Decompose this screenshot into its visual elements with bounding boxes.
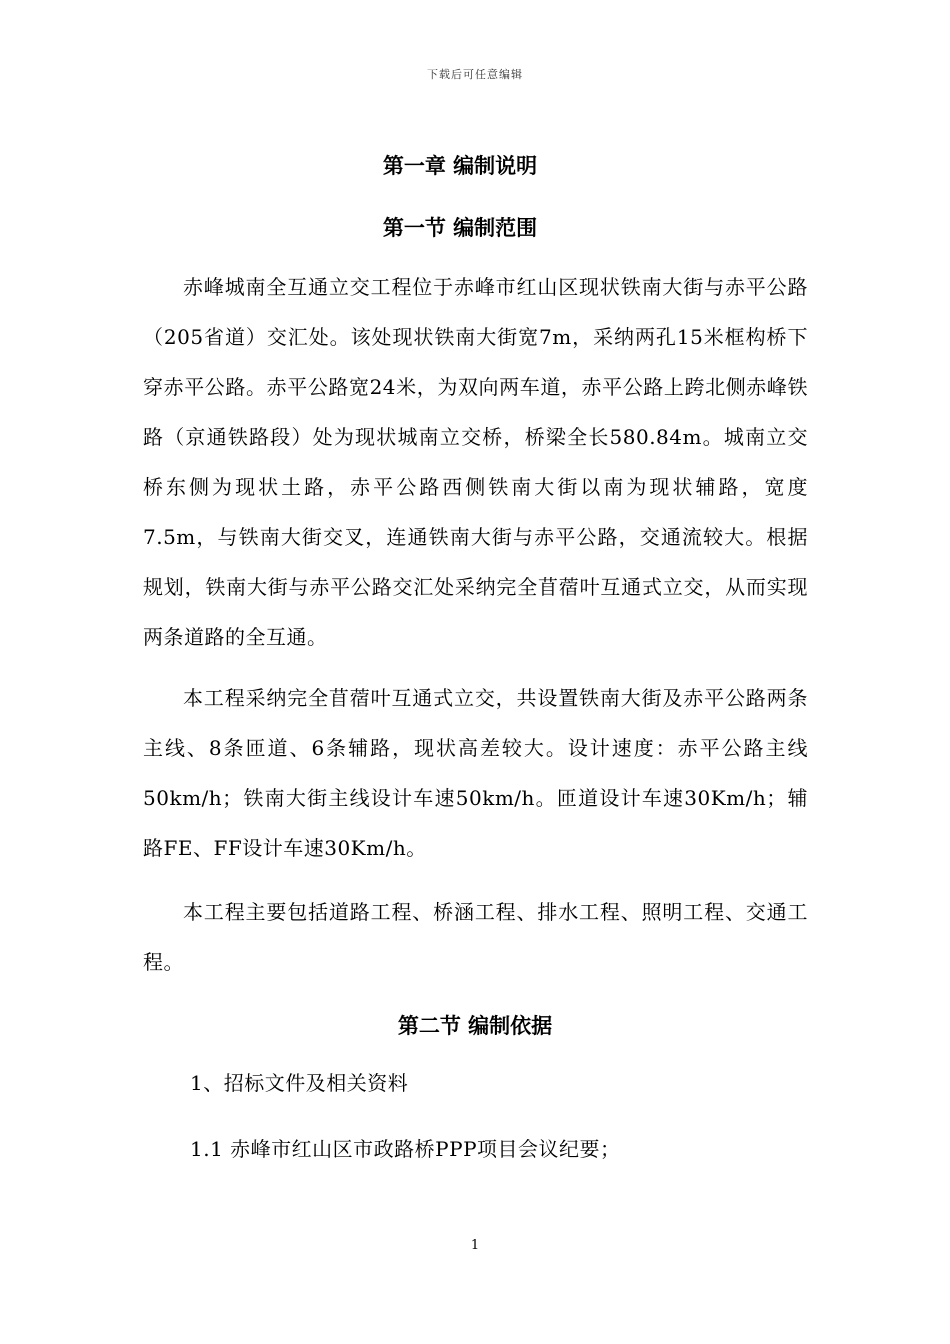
section-title-basis: 第二节 编制依据 bbox=[397, 1014, 553, 1038]
paragraph-project-location: 赤峰城南全互通立交工程位于赤峰市红山区现状铁南大街与赤平公路（205省道）交汇处。该处现状铁南大街宽7m，采纳两孔15米框构桥下穿赤平公路。赤平公路宽24米，为双向两车道，赤平公路上跨北侧赤峰铁路（京通铁路段）处为现状城南立交桥，桥梁全长580.84m。城南立交桥东侧为现状土路，赤平公路西侧铁南大街以南为现状辅路，宽度7.5m，与铁南大街交叉，连通铁南大街与赤平公路，交通流较大。根据规划，铁南大街与赤平公路交汇处采纳完全苜蓿叶互通式立交，从而实现两条道路的全互通。 bbox=[143, 275, 808, 649]
list-item-tender-docs: 1、招标文件及相关资料 bbox=[190, 1071, 409, 1095]
page-number: 1 bbox=[470, 1238, 480, 1253]
paragraph-design-speed: 本工程采纳完全苜蓿叶互通式立交，共设置铁南大街及赤平公路两条主线、8条匝道、6条辅路，现状高差较大。设计速度：赤平公路主线50km/h；铁南大街主线设计车速50km/h。匝道设计车速30Km/h；辅路FE、FF设计车速30Km/h。 bbox=[143, 686, 808, 860]
section-title-scope: 第一节 编制范围 bbox=[382, 216, 538, 240]
paragraph-scope-items: 本工程主要包括道路工程、桥涵工程、排水工程、照明工程、交通工程。 bbox=[143, 900, 808, 974]
page-header: 下载后可任意编辑 bbox=[427, 68, 523, 81]
list-item-meeting-minutes: 1.1 赤峰市红山区市政路桥PPP项目会议纪要； bbox=[190, 1137, 621, 1161]
chapter-title: 第一章 编制说明 bbox=[382, 154, 538, 178]
